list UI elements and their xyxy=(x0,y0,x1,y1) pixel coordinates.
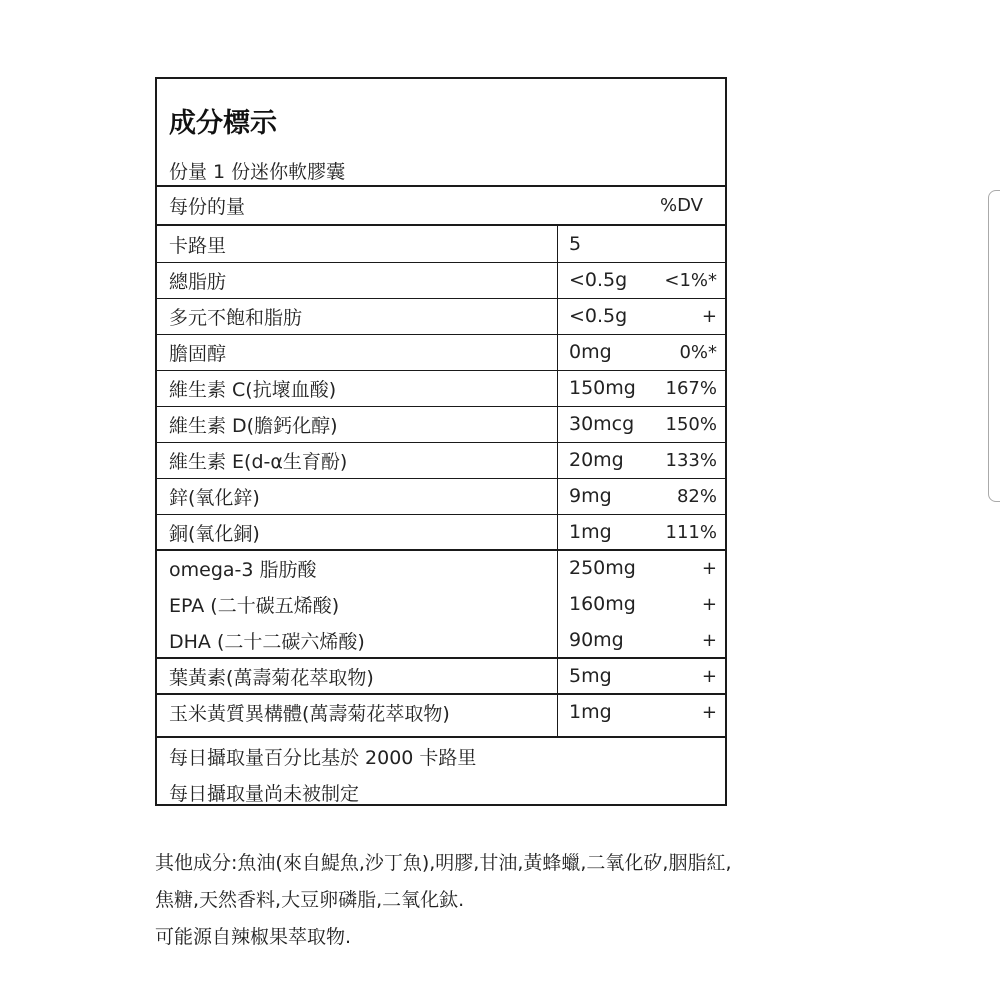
nutrient-dv: + xyxy=(701,665,717,687)
nutrient-name: 卡路里 xyxy=(169,234,227,257)
nutrient-amount: 1mg xyxy=(569,701,612,723)
nutrient-amount: 5 xyxy=(569,233,582,255)
nutrient-name: 維生素 D(膽鈣化醇) xyxy=(169,414,338,437)
side-panel-edge[interactable] xyxy=(988,190,1000,502)
nutrient-row xyxy=(157,298,725,334)
ingredients-line: 焦糖,天然香料,大豆卵磷脂,二氧化鈦. xyxy=(155,889,465,911)
ingredients-line: 可能源自辣椒果萃取物. xyxy=(155,926,352,948)
footnote-daily-value-not-established: 每日攝取量尚未被制定 xyxy=(169,783,360,805)
nutrient-amount: 0mg xyxy=(569,341,612,363)
nutrient-name: EPA (二十碳五烯酸) xyxy=(169,594,340,617)
nutrient-amount: <0.5g xyxy=(569,269,628,291)
nutrient-name: 膽固醇 xyxy=(169,342,227,365)
nutrient-row xyxy=(157,442,725,478)
dv-header: %DV xyxy=(660,194,703,216)
footnote-daily-value-basis: 每日攝取量百分比基於 2000 卡路里 xyxy=(169,747,477,769)
nutrient-amount: 20mg xyxy=(569,449,624,471)
nutrient-dv: + xyxy=(701,701,717,723)
other-ingredients xyxy=(155,845,875,956)
nutrient-dv: 111% xyxy=(665,521,717,543)
nutrient-dv: 82% xyxy=(676,485,717,507)
nutrient-dv: + xyxy=(701,305,717,327)
nutrient-name: 維生素 C(抗壞血酸) xyxy=(169,378,337,401)
nutrient-dv: 167% xyxy=(665,377,717,399)
nutrient-amount: 250mg xyxy=(569,557,636,579)
nutrient-dv: 150% xyxy=(665,413,717,435)
divider xyxy=(157,736,725,738)
nutrient-amount: 30mcg xyxy=(569,413,635,435)
label-title: 成分標示 xyxy=(169,108,277,139)
serving-size: 份量 1 份迷你軟膠囊 xyxy=(169,161,346,183)
nutrient-row xyxy=(157,694,725,730)
amount-header-row xyxy=(157,187,725,223)
nutrient-rows xyxy=(157,226,725,730)
nutrient-dv: + xyxy=(701,557,717,579)
nutrient-name: 總脂肪 xyxy=(169,270,227,293)
nutrient-row xyxy=(157,406,725,442)
nutrient-name: 葉黃素(萬壽菊花萃取物) xyxy=(169,666,374,689)
nutrient-amount: 160mg xyxy=(569,593,636,615)
amount-per-serving-label: 每份的量 xyxy=(169,195,246,218)
nutrient-row xyxy=(157,478,725,514)
nutrient-row xyxy=(157,658,725,694)
nutrient-dv: 133% xyxy=(665,449,717,471)
nutrient-dv: + xyxy=(701,629,717,651)
nutrient-name: 玉米黃質異構體(萬壽菊花萃取物) xyxy=(169,702,450,725)
nutrient-dv: <1%* xyxy=(664,269,717,291)
nutrient-amount: 1mg xyxy=(569,521,612,543)
nutrient-dv: 0%* xyxy=(679,341,717,363)
ingredients-line: 其他成分:魚油(來自鯷魚,沙丁魚),明膠,甘油,黃蜂蠟,二氧化矽,胭脂紅, xyxy=(155,852,732,874)
nutrient-name: 維生素 E(d-α生育酚) xyxy=(169,450,348,473)
nutrient-dv: + xyxy=(701,593,717,615)
nutrient-name: 多元不飽和脂肪 xyxy=(169,306,303,329)
nutrition-facts-panel xyxy=(155,77,727,806)
nutrient-row xyxy=(157,370,725,406)
nutrient-row xyxy=(157,334,725,370)
nutrient-amount: 5mg xyxy=(569,665,612,687)
nutrient-row xyxy=(157,262,725,298)
nutrient-amount: 90mg xyxy=(569,629,624,651)
nutrient-amount: 9mg xyxy=(569,485,612,507)
nutrient-row xyxy=(157,622,725,658)
nutrient-row xyxy=(157,586,725,622)
nutrient-name: 銅(氧化銅) xyxy=(169,522,260,545)
nutrient-amount: <0.5g xyxy=(569,305,628,327)
nutrient-row xyxy=(157,550,725,586)
nutrient-row xyxy=(157,514,725,550)
nutrient-row xyxy=(157,226,725,262)
nutrient-name: 鋅(氧化鋅) xyxy=(169,486,260,509)
nutrient-amount: 150mg xyxy=(569,377,636,399)
nutrient-name: DHA (二十二碳六烯酸) xyxy=(169,630,365,653)
nutrient-name: omega-3 脂肪酸 xyxy=(169,558,317,581)
